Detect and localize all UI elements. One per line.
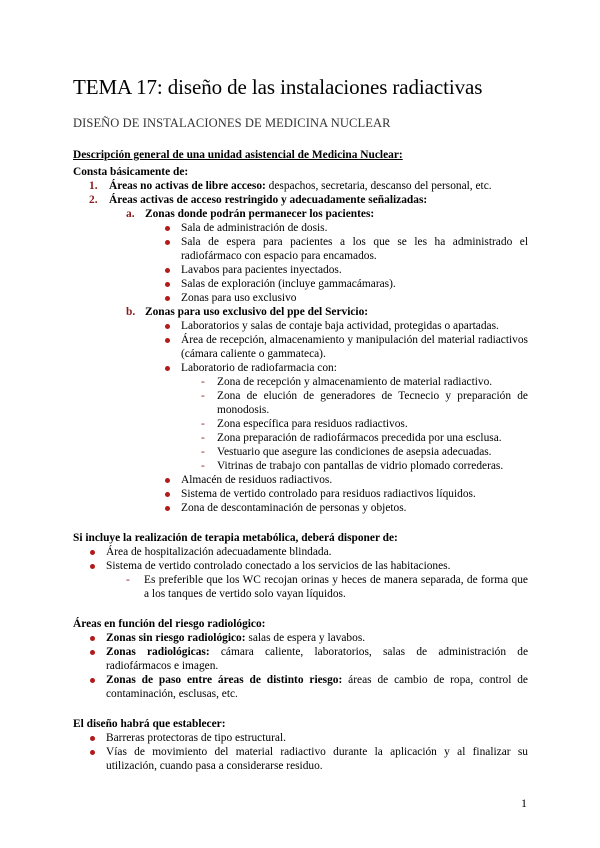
bullet-text: Vías de movimiento del material radiactivo durante la aplicación y al finalizar su utilización, cuando pasa a considerarse residuo. [106, 746, 528, 772]
document-body [73, 148, 528, 773]
dash-text: Zona de elución de generadores de Tecnecio y preparación de monodosis. [217, 390, 528, 416]
dash-icon: - [126, 574, 130, 586]
dash-item [73, 445, 528, 459]
item-bold-label: Áreas no activas de libre acceso: [109, 180, 266, 192]
bullet-text: Lavabos para pacientes inyectados. [181, 264, 342, 276]
bullet-text: Área de hospitalización adecuadamente blindada. [106, 546, 332, 558]
dash-icon: - [201, 376, 205, 388]
bullet-item [73, 487, 528, 501]
bullet-item [73, 473, 528, 487]
dash-text: Vestuario que asegure las condiciones de asepsia adecuadas. [217, 446, 492, 458]
dash-icon: - [201, 446, 205, 458]
section-heading-design: El diseño habrá que establecer: [73, 718, 226, 730]
dash-icon: - [201, 432, 205, 444]
bullet-icon [90, 650, 95, 655]
bullet-icon [90, 564, 95, 569]
bullet-item [73, 645, 528, 673]
bullet-icon [90, 550, 95, 555]
bullet-icon [165, 366, 170, 371]
bullet-item [73, 361, 528, 375]
bullet-icon [165, 268, 170, 273]
bullet-text: Zonas para uso exclusivo [181, 292, 297, 304]
item-letter: b. [126, 306, 136, 318]
item-bold-label: Zonas donde podrán permanecer los pacientes: [145, 208, 375, 220]
item-bold-label: Zonas para uso exclusivo del ppe del Servicio: [145, 306, 369, 318]
bullet-icon [90, 678, 95, 683]
bullet-bold-label: Zonas radiológicas: [106, 646, 210, 658]
bullet-item [73, 501, 528, 515]
sublist-item-b [73, 305, 528, 319]
bullet-text: Sala de espera para pacientes a los que se les ha administrado el radiofármaco con espacio para encamados. [181, 236, 528, 262]
bullet-icon [165, 492, 170, 497]
bullet-icon [90, 736, 95, 741]
bullet-item [73, 631, 528, 645]
item-text: despachos, secretaria, descanso del personal, etc. [265, 180, 492, 192]
dash-item [73, 459, 528, 473]
bullet-item [73, 673, 528, 701]
bullet-item [73, 731, 528, 745]
dash-text: Zona preparación de radiofármacos precedida por una esclusa. [217, 432, 502, 444]
bullet-icon [165, 324, 170, 329]
item-bold-label: Áreas activas de acceso restringido y adecuadamente señalizadas: [109, 194, 428, 206]
dash-item [73, 389, 528, 417]
bullet-text: cámara caliente, laboratorios, salas de administración de radiofármacos e imagen. [106, 646, 528, 672]
bullet-item [73, 291, 528, 305]
bullet-item [73, 319, 528, 333]
dash-icon: - [201, 418, 205, 430]
bullet-text: Almacén de residuos radiactivos. [181, 474, 333, 486]
bullet-item [73, 559, 528, 573]
section-heading-metabolic-therapy: Si incluye la realización de terapia metabólica, deberá disponer de: [73, 532, 398, 544]
page-title: TEMA 17: diseño de las instalaciones radiactivas [73, 75, 483, 99]
list-item-2 [73, 193, 528, 207]
bullet-text: salas de espera y lavabos. [245, 632, 366, 644]
dash-text: Zona de recepción y almacenamiento de material radiactivo. [217, 376, 493, 388]
dash-text: Es preferible que los WC recojan orinas y heces de manera separada, de forma que a los tanques de vertido solo vayan líquidos. [144, 574, 528, 600]
bullet-text: Barreras protectoras de tipo estructural. [106, 732, 286, 744]
bullet-text: áreas de cambio de ropa, control de contaminación, esclusas, etc. [106, 674, 528, 700]
bullet-text: Sistema de vertido controlado conectado a los servicios de las habitaciones. [106, 560, 451, 572]
section-intro: Consta básicamente de: [73, 166, 189, 178]
dash-item [73, 417, 528, 431]
bullet-icon [165, 478, 170, 483]
bullet-item [73, 263, 528, 277]
dash-item [73, 573, 528, 601]
dash-text: Zona específica para residuos radiactivos. [217, 418, 408, 430]
bullet-icon [165, 226, 170, 231]
bullet-icon [165, 506, 170, 511]
dash-item [73, 431, 528, 445]
bullet-icon [90, 636, 95, 641]
section-heading-risk-areas: Áreas en función del riesgo radiológico: [73, 618, 266, 630]
item-number: 2. [89, 194, 98, 206]
page-subtitle: DISEÑO DE INSTALACIONES DE MEDICINA NUCLEAR [73, 116, 391, 130]
item-letter: a. [126, 208, 135, 220]
bullet-item [73, 745, 528, 773]
list-item-1 [73, 179, 528, 193]
bullet-icon [165, 296, 170, 301]
bullet-item [73, 545, 528, 559]
bullet-item [73, 235, 528, 263]
bullet-bold-label: Zonas de paso entre áreas de distinto riesgo: [106, 674, 343, 686]
dash-icon: - [201, 460, 205, 472]
bullet-text: Área de recepción, almacenamiento y manipulación del material radiactivos (cámara caliente o gammateca). [181, 334, 528, 360]
bullet-item [73, 221, 528, 235]
bullet-text: Laboratorios y salas de contaje baja actividad, protegidas o apartadas. [181, 320, 499, 332]
page-number: 1 [521, 796, 527, 810]
bullet-text: Sala de administración de dosis. [181, 222, 328, 234]
section-heading-general-description: Descripción general de una unidad asistencial de Medicina Nuclear: [73, 149, 403, 161]
bullet-item [73, 277, 528, 291]
sublist-item-a [73, 207, 528, 221]
bullet-bold-label: Zonas sin riesgo radiológico: [106, 632, 246, 644]
bullet-icon [165, 282, 170, 287]
bullet-item [73, 333, 528, 361]
bullet-text: Sistema de vertido controlado para residuos radiactivos líquidos. [181, 488, 476, 500]
bullet-icon [165, 240, 170, 245]
dash-text: Vitrinas de trabajo con pantallas de vidrio plomado correderas. [217, 460, 504, 472]
bullet-text: Laboratorio de radiofarmacia con: [181, 362, 337, 374]
dash-item [73, 375, 528, 389]
dash-icon: - [201, 390, 205, 402]
bullet-text: Salas de exploración (incluye gammacámaras). [181, 278, 396, 290]
item-number: 1. [89, 180, 98, 192]
bullet-icon [90, 750, 95, 755]
bullet-text: Zona de descontaminación de personas y objetos. [181, 502, 407, 514]
bullet-icon [165, 338, 170, 343]
